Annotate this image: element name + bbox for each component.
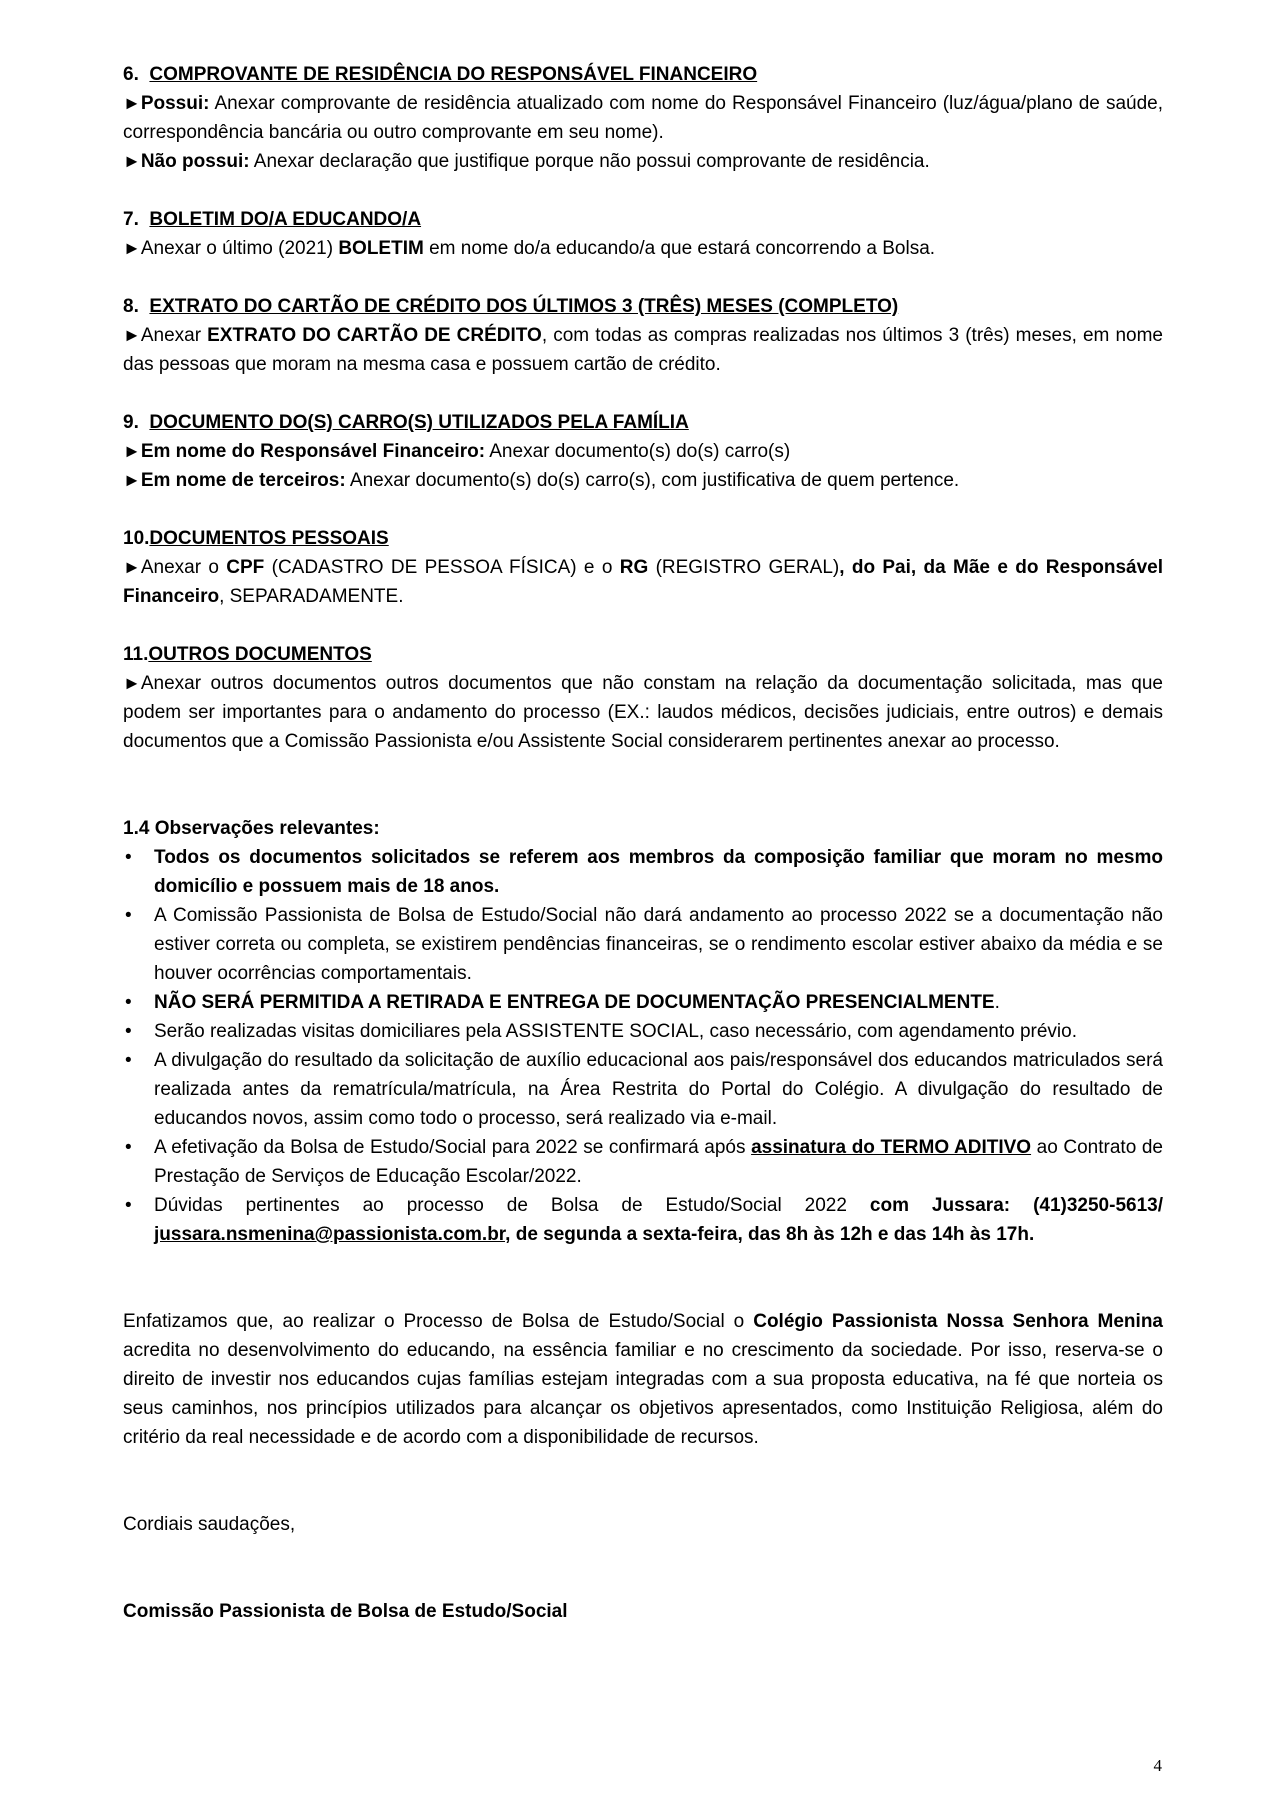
section-6-item-possui: ►Possui: Anexar comprovante de residência atualizado com nome do Responsável Financeiro (luz/água/plano de saúde, correspondência bancária ou outro comprovante em seu nome). [123, 93, 1163, 143]
section-11-heading: 11.OUTROS DOCUMENTOS [123, 644, 372, 665]
arrow-icon: ► [123, 325, 141, 345]
arrow-icon: ► [123, 673, 141, 693]
section-7-heading: 7. BOLETIM DO/A EDUCANDO/A [123, 209, 422, 230]
section-9 [123, 408, 1163, 495]
section-11 [123, 640, 1163, 756]
list-item: • NÃO SERÁ PERMITIDA A RETIRADA E ENTREGA DE DOCUMENTAÇÃO PRESENCIALMENTE. [123, 988, 1163, 1017]
bullet-icon: • [125, 905, 132, 926]
section-6 [123, 60, 1163, 176]
section-8-heading: 8. EXTRATO DO CARTÃO DE CRÉDITO DOS ÚLTIMOS 3 (TRÊS) MESES (COMPLETO) [123, 296, 899, 317]
section-11-item: ►Anexar outros documentos outros documentos que não constam na relação da documentação solicitada, mas que podem ser importantes para o andamento do processo (EX.: laudos médicos, decisões judiciais, entre outros) e demais documentos que a Comissão Passionista e/ou Assistente Social considerarem pertinentes anexar ao processo. [123, 673, 1163, 752]
section-8-item: ►Anexar EXTRATO DO CARTÃO DE CRÉDITO, com todas as compras realizadas nos últimos 3 (três) meses, em nome das pessoas que moram na mesma casa e possuem cartão de crédito. [123, 325, 1163, 375]
section-9-item-terceiros: ►Em nome de terceiros: Anexar documento(s) do(s) carro(s), com justificativa de quem pertence. [123, 470, 960, 491]
bullet-icon: • [125, 1050, 132, 1071]
contact-email-link[interactable]: jussara.nsmenina@passionista.com.br, [154, 1224, 511, 1245]
termo-aditivo-highlight: assinatura do TERMO ADITIVO [751, 1137, 1032, 1158]
bullet-icon: • [125, 1195, 132, 1216]
section-7-title: BOLETIM DO/A EDUCANDO/A [149, 209, 422, 230]
signature: Comissão Passionista de Bolsa de Estudo/Social [123, 1601, 568, 1622]
list-item: • Serão realizadas visitas domiciliares pela ASSISTENTE SOCIAL, caso necessário, com agendamento prévio. [123, 1017, 1163, 1046]
bullet-icon: • [125, 992, 132, 1013]
bullet-icon: • [125, 1137, 132, 1158]
section-6-heading: 6. COMPROVANTE DE RESIDÊNCIA DO RESPONSÁVEL FINANCEIRO [123, 64, 758, 85]
arrow-icon: ► [123, 441, 141, 461]
section-10 [123, 524, 1163, 611]
document-page [123, 60, 1163, 1645]
arrow-icon: ► [123, 557, 141, 577]
page-number: 4 [1153, 1756, 1162, 1775]
section-9-item-responsavel: ►Em nome do Responsável Financeiro: Anexar documento(s) do(s) carro(s) [123, 441, 791, 462]
section-6-item-nao-possui: ►Não possui: Anexar declaração que justifique porque não possui comprovante de residência. [123, 151, 930, 172]
arrow-icon: ► [123, 470, 141, 490]
arrow-icon: ► [123, 93, 141, 113]
section-10-item: ►Anexar o CPF (CADASTRO DE PESSOA FÍSICA) e o RG (REGISTRO GERAL), do Pai, da Mãe e do Responsável Financeiro, SEPARADAMENTE. [123, 557, 1164, 607]
observations-list [123, 843, 1163, 1249]
arrow-icon: ► [123, 238, 141, 258]
section-10-heading: 10.DOCUMENTOS PESSOAIS [123, 528, 389, 549]
list-item: • A Comissão Passionista de Bolsa de Estudo/Social não dará andamento ao processo 2022 se a documentação não estiver correta ou completa, se existirem pendências financeiras, se o rendimento escolar estiver abaixo da média e se houver ocorrências comportamentais. [123, 901, 1163, 988]
greeting: Cordiais saudações, [123, 1514, 296, 1535]
bullet-icon: • [125, 1021, 132, 1042]
section-11-title: OUTROS DOCUMENTOS [148, 644, 372, 665]
observations-title: 1.4 Observações relevantes: [123, 818, 380, 839]
section-9-title: DOCUMENTO DO(S) CARRO(S) UTILIZADOS PELA FAMÍLIA [149, 412, 689, 433]
list-item: • Dúvidas pertinentes ao processo de Bolsa de Estudo/Social 2022 com Jussara: (41)3250-5613/ jussara.nsmenina@passionista.com.br, de segunda a sexta-feira, das 8h às 12h e das 14h às 17h. [123, 1191, 1163, 1249]
closing-paragraph: Enfatizamos que, ao realizar o Processo de Bolsa de Estudo/Social o Colégio Passionista Nossa Senhora Menina acredita no desenvolvimento do educando, na essência familiar e no crescimento da sociedade. Por isso, reserva-se o direito de investir nos educandos cujas famílias estejam integradas com a sua proposta educativa, na fé que norteia os seus caminhos, nos princípios utilizados para alcançar os objetivos apresentados, como Instituição Religiosa, além do critério da real necessidade e de acordo com a disponibilidade de recursos. [123, 1311, 1163, 1448]
bullet-icon: • [125, 847, 132, 868]
section-6-title: COMPROVANTE DE RESIDÊNCIA DO RESPONSÁVEL FINANCEIRO [149, 64, 758, 85]
arrow-icon: ► [123, 151, 141, 171]
list-item: • Todos os documentos solicitados se referem aos membros da composição familiar que moram no mesmo domicílio e possuem mais de 18 anos. [123, 843, 1163, 901]
list-item: • A efetivação da Bolsa de Estudo/Social para 2022 se confirmará após assinatura do TERMO ADITIVO ao Contrato de Prestação de Serviços de Educação Escolar/2022. [123, 1133, 1163, 1191]
section-8-title: EXTRATO DO CARTÃO DE CRÉDITO DOS ÚLTIMOS 3 (TRÊS) MESES (COMPLETO) [149, 296, 899, 317]
list-item: • A divulgação do resultado da solicitação de auxílio educacional aos pais/responsável dos educandos matriculados será realizada antes da rematrícula/matrícula, na Área Restrita do Portal do Colégio. A divulgação do resultado de educandos novos, assim como todo o processo, será realizado via e-mail. [123, 1046, 1163, 1133]
section-7-item: ►Anexar o último (2021) BOLETIM em nome do/a educando/a que estará concorrendo a Bolsa. [123, 238, 936, 259]
section-9-heading: 9. DOCUMENTO DO(S) CARRO(S) UTILIZADOS PELA FAMÍLIA [123, 412, 689, 433]
section-10-title: DOCUMENTOS PESSOAIS [149, 528, 389, 549]
section-7 [123, 205, 1163, 263]
section-8 [123, 292, 1163, 379]
